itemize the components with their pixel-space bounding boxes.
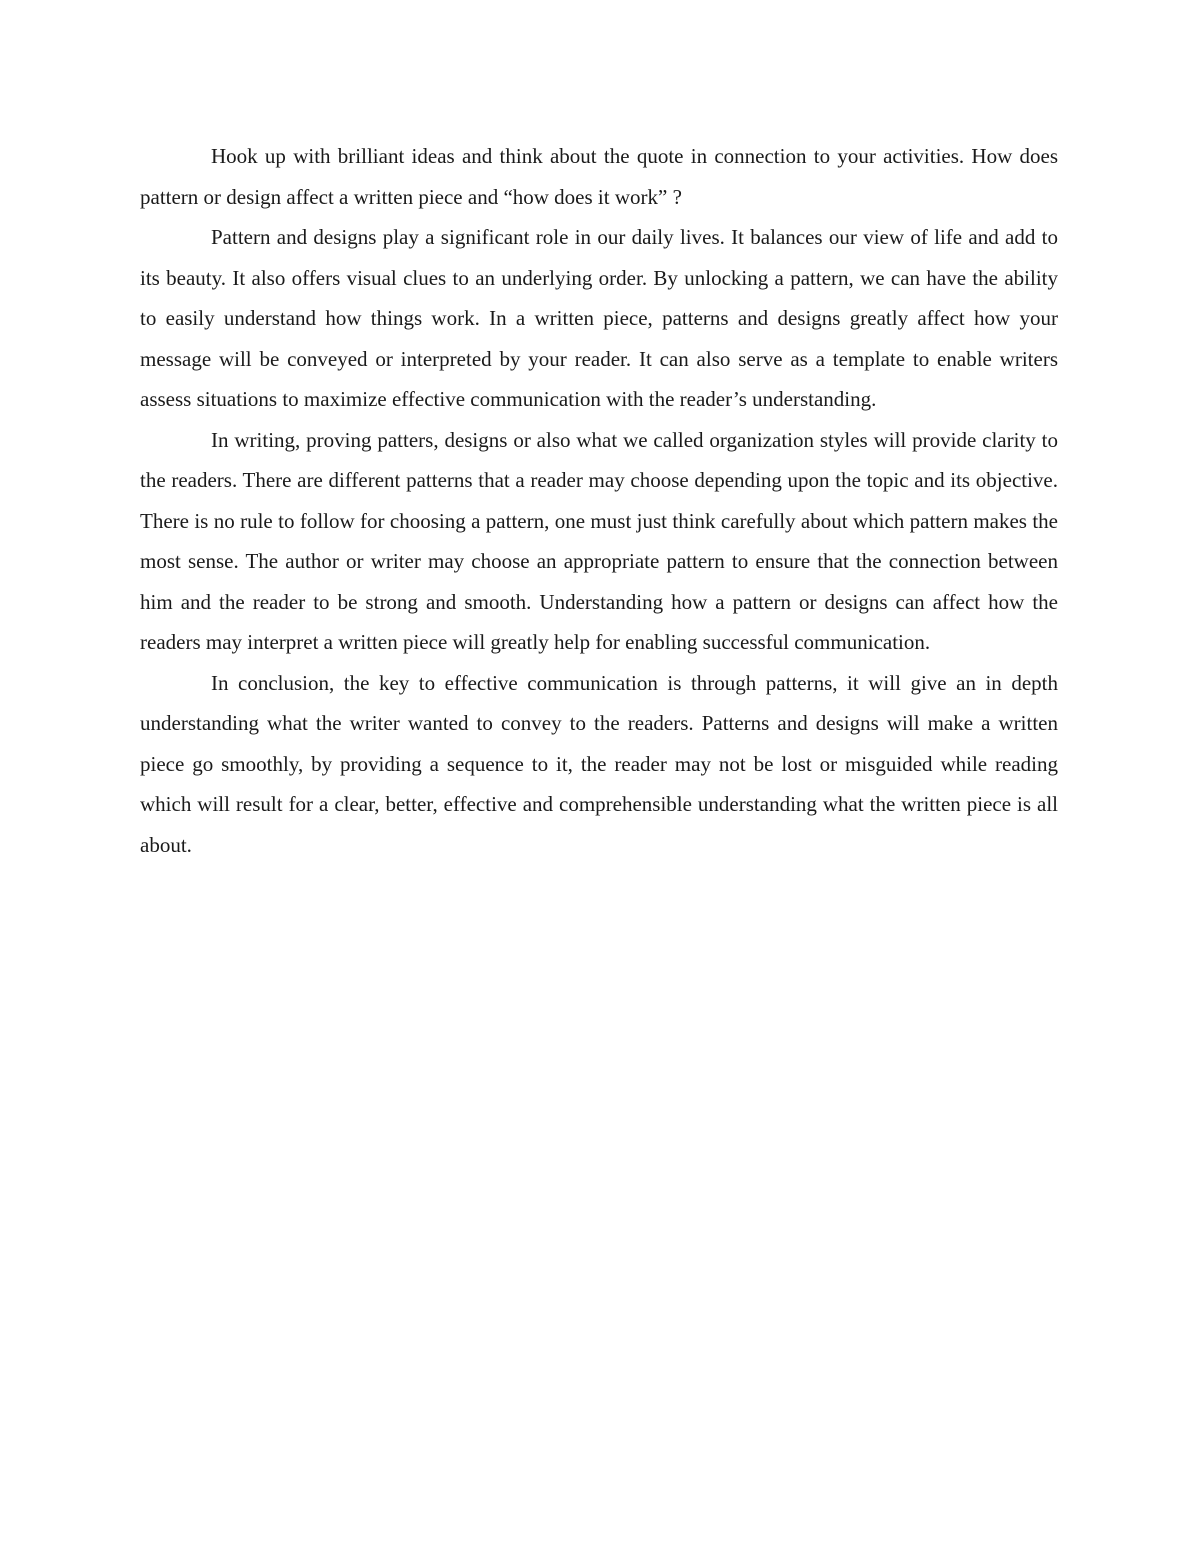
paragraph-pattern-role: Pattern and designs play a significant role in our daily lives. It balances our view of life and add to its beauty. It also offers visual clues to an underlying order. By unlocking a pattern, we can have the ability to easily understand how things work. In a written piece, patterns and designs greatly affect how your message will be conveyed or interpreted by your reader. It can also serve as a template to enable writers assess situations to maximize effective communication with the reader’s understanding. — [140, 225, 1058, 411]
paragraph-conclusion: In conclusion, the key to effective communication is through patterns, it will give an in depth understanding what the writer wanted to convey to the readers. Patterns and designs will make a written piece go smoothly, by providing a sequence to it, the reader may not be lost or misguided while reading which will result for a clear, better, effective and comprehensible understanding what the written piece is all about. — [140, 670, 1058, 857]
paragraph-intro-question: Hook up with brilliant ideas and think about the quote in connection to your activities. How does pattern or design affect a written piece and “how does it work” ? — [140, 144, 1058, 209]
paragraph-organization-styles: In writing, proving patters, designs or also what we called organization styles will provide clarity to the readers. There are different patterns that a reader may choose depending upon the topic and its objective. There is no rule to follow for choosing a pattern, one must just think carefully about which pattern makes the most sense. The author or writer may choose an appropriate pattern to ensure that the connection between him and the reader to be strong and smooth. Understanding how a pattern or designs can affect how the readers may interpret a written piece will greatly help for enabling successful communication. — [140, 427, 1058, 654]
document-body — [140, 136, 1058, 865]
